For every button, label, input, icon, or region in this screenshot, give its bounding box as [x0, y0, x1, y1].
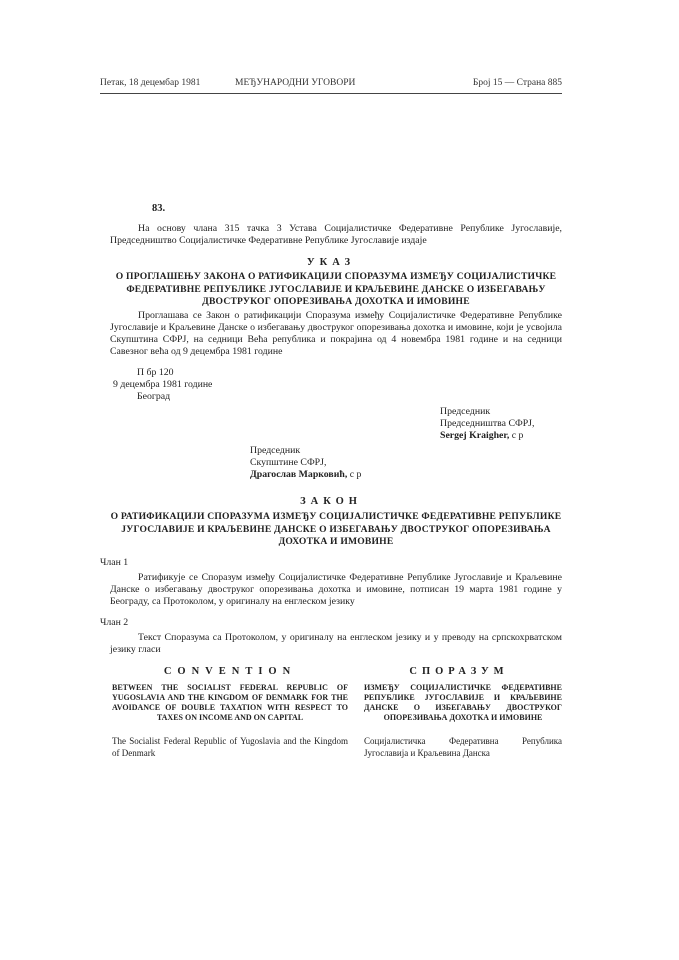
assembly-signatory-title2: Скупштине СФРЈ,: [250, 457, 327, 468]
decree-body-text: Проглашава се Закон о ратификацији Споразума између Социјалистичке Федеративне Републике Југославије и Краљевине Данске о избегавању двоструког опорезивања дохотка и имовине, који је усвојила Скупштина СФРЈ, на седници Већа република и покрајина од 4 новембра 1981 године и на седници Савезног већа од 9 децембра 1981 године: [110, 310, 562, 357]
article-2-label: Члан 2: [100, 617, 129, 628]
presidency-signatory-title2: Председништва СФРЈ,: [440, 418, 535, 429]
article-2-text: Текст Споразума са Протоколом, у оригиналу на енглеском језику и у преводу на српскохрватском језику гласи: [110, 632, 562, 655]
convention-title-sr: ИЗМЕЂУ СОЦИЈАЛИСТИЧКЕ ФЕДЕРАТИВНЕ РЕПУБЛИКЕ ЈУГОСЛАВИЈЕ И КРАЉЕВИНЕ ДАНСКЕ О ИЗБЕГАВАЊУ ДВОСТРУКОГ ОПОРЕЗИВАЊА ДОХОТКА И ИМОВИНЕ: [364, 683, 562, 722]
assembly-signatory-title1: Председник: [250, 445, 301, 456]
assembly-signature-block: [250, 445, 410, 481]
convention-heading-sr: СПОРАЗУМ: [409, 666, 509, 677]
header-issue-page: Број 15 — Страна 885: [472, 78, 562, 88]
law-heading: ЗАКОН: [300, 496, 362, 507]
decree-ref-number: П бр 120: [137, 367, 174, 378]
convention-preamble-sr-text: Социјалистичка Федеративна Република Југославија и Краљевина Данска: [364, 736, 562, 758]
law-title: О РАТИФИКАЦИЈИ СПОРАЗУМА ИЗМЕЂУ СОЦИЈАЛИСТИЧКЕ ФЕДЕРАТИВНЕ РЕПУБЛИКЕ ЈУГОСЛАВИЈЕ И КРАЉЕВИНЕ ДАНСКЕ О ИЗБЕГАВАЊУ ДВОСТРУКОГ ОПОРЕЗИВАЊА ДОХОТКА И ИМОВИНЕ: [110, 511, 562, 547]
header-rule: [100, 93, 562, 94]
convention-preamble-en: [112, 736, 348, 759]
presidency-signatory-title1: Председник: [440, 406, 491, 417]
article-1: [110, 572, 562, 608]
article-1-text: Ратификује се Споразум између Социјалистичке Федеративне Републике Југославије и Краљевине Данске о избегавању двоструког опорезивања дохотка и имовине, потписан 19 марта 1981 године у Београду, са Протоколом, у оригиналу на енглеском језику: [110, 572, 562, 607]
decree-date: 9 децембра 1981 године: [113, 379, 213, 390]
header-date: Петак, 18 децембар 1981: [100, 78, 201, 88]
presidency-signatory-name: Sergej Kraigher,: [440, 430, 510, 441]
presidency-signature-block: [440, 406, 564, 442]
convention-preamble-sr: [364, 736, 562, 759]
assembly-signatory-name: Драгослав Марковић,: [250, 469, 348, 480]
presidency-signatory-suffix: с р: [511, 430, 524, 441]
decree-place: Београд: [137, 391, 171, 402]
decree-title: О ПРОГЛАШЕЊУ ЗАКОНА О РАТИФИКАЦИЈИ СПОРАЗУМА ИЗМЕЂУ СОЦИЈАЛИСТИЧКЕ ФЕДЕРАТИВНЕ РЕПУБЛИКЕ ЈУГОСЛАВИЈЕ И КРАЉЕВИНЕ ДАНСКЕ О ИЗБЕГАВАЊУ ДВОСТРУКОГ ОПОРЕЗИВАЊА ДОХОТКА И ИМОВИНЕ: [115, 271, 557, 307]
assembly-signatory-suffix: с р: [349, 469, 362, 480]
preamble: [110, 223, 562, 247]
convention-preamble-en-text: The Socialist Federal Republic of Yugoslavia and the Kingdom of Denmark: [112, 736, 348, 758]
article-2: [110, 632, 562, 656]
header-publication-title: МЕЂУНАРОДНИ УГОВОРИ: [235, 78, 356, 88]
convention-title-en: BETWEEN THE SOCIALIST FEDERAL REPUBLIC OF YUGOSLAVIA AND THE KINGDOM OF DENMARK FOR THE AVOIDANCE OF DOUBLE TAXATION WITH RESPECT TO TAXES ON INCOME AND ON CAPITAL: [112, 683, 348, 722]
item-number: 83.: [152, 203, 166, 214]
convention-heading-en: CONVENTION: [163, 666, 297, 677]
preamble-text: На основу члана 315 тачка 3 Устава Социјалистичке Федеративне Републике Југославије, Председништво Социјалистичке Федеративне Републике Југославије издаје: [110, 223, 562, 246]
decree-heading: УКАЗ: [306, 257, 356, 268]
article-1-label: Члан 1: [100, 557, 129, 568]
decree-body: [110, 310, 562, 358]
